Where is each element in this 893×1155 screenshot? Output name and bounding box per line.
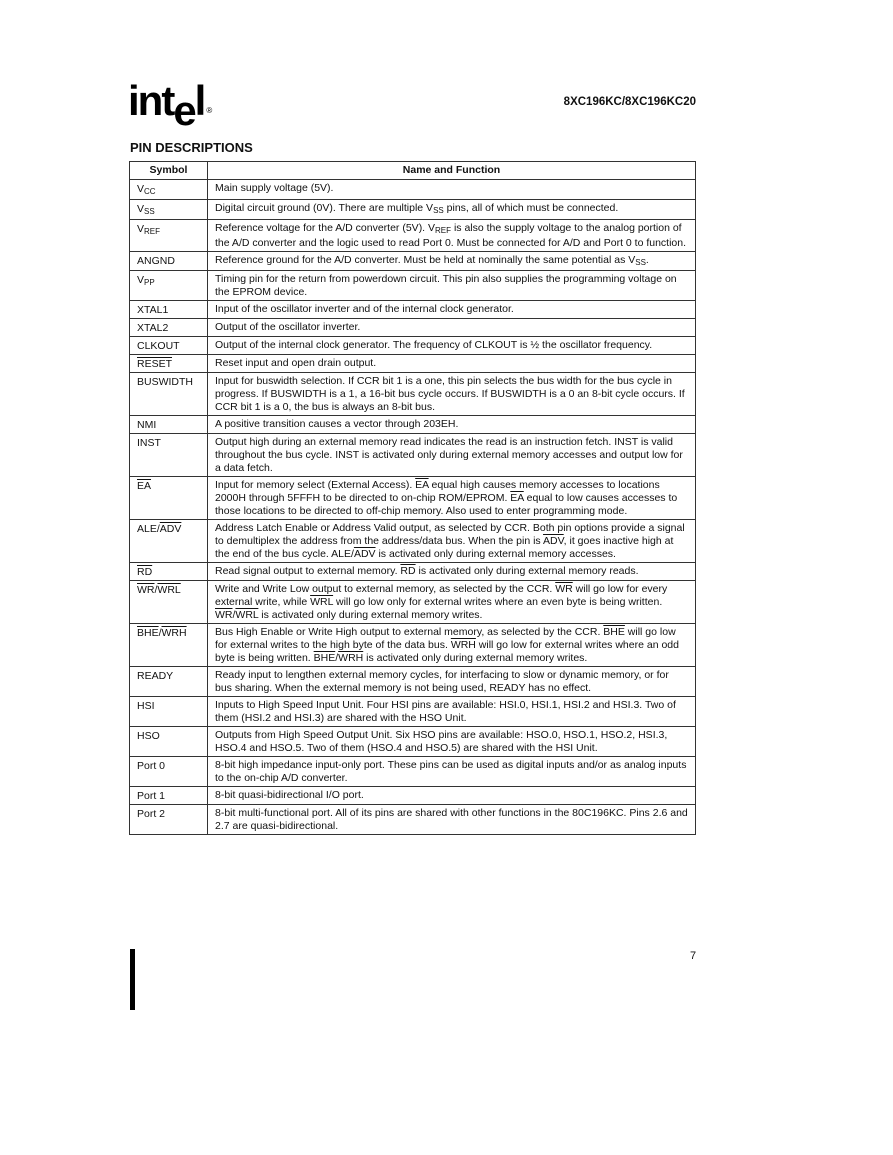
pin-function: Bus High Enable or Write High output to external memory, as selected by the CCR. $\overline{BHE}$ will go low for external writes to the high byte of the data bus. $\overline{WRH}$ will go low for external writes where an odd byte is being written. $\overline{BHE}/\overline{WRH}$ is activated only during external memory writes. — [208, 624, 696, 667]
intel-logo: intel ® — [128, 77, 213, 134]
pin-function: Reference ground for the A/D converter. Must be held at nominally the same potential as $V_{SS}$. — [208, 252, 696, 271]
pin-function: Write and Write Low output to external memory, as selected by the CCR. $\overline{WR}$ will go low for every external write, while $\overline{WRL}$ will go low only for external writes where an even byte is being written. $\overline{WR}/\overline{WRL}$ is activated only during external memory writes. — [208, 581, 696, 624]
table-row — [130, 697, 696, 727]
revision-margin-bar — [130, 949, 135, 1010]
pin-function: Main supply voltage (5V). — [208, 180, 696, 200]
table-row — [130, 757, 696, 787]
pin-function: Output high during an external memory read indicates the read is an instruction fetch. INST is valid throughout the bus cycle. INST is activated only during external memory accesses and output low for a data fetch. — [208, 434, 696, 477]
document-title: 8XC196KC/8XC196KC20 — [563, 96, 696, 108]
pin-function: Output of the internal clock generator. The frequency of CLKOUT is ½ the oscillator frequency. — [208, 337, 696, 355]
table-row — [130, 477, 696, 520]
pin-function: Output of the oscillator inverter. — [208, 319, 696, 337]
table-row — [130, 416, 696, 434]
pin-symbol: RESET — [130, 355, 208, 373]
table-row — [130, 220, 696, 252]
pin-function: Read signal output to external memory. $\overline{RD}$ is activated only during external memory reads. — [208, 563, 696, 581]
pin-symbol: INST — [130, 434, 208, 477]
table-row — [130, 200, 696, 220]
column-header-function: Name and Function — [208, 162, 696, 180]
pin-symbol: ALE/$\overline{ADV}$ — [130, 520, 208, 563]
pin-symbol: $\overline{WR}/\overline{WRL}$ — [130, 581, 208, 624]
table-header-row — [130, 162, 696, 180]
pin-symbol: $V_{CC}$ — [130, 180, 208, 200]
table-row — [130, 434, 696, 477]
pin-symbol: $V_{SS}$ — [130, 200, 208, 220]
pin-function: Digital circuit ground (0V). There are multiple $V_{SS}$ pins, all of which must be connected. — [208, 200, 696, 220]
pin-symbol: $\overline{EA}$ — [130, 477, 208, 520]
pin-symbol: $\overline{RD}$ — [130, 563, 208, 581]
table-row — [130, 337, 696, 355]
pin-symbol: XTAL2 — [130, 319, 208, 337]
pin-function: Address Latch Enable or Address Valid output, as selected by CCR. Both pin options provide a signal to demultiplex the address from the address/data bus. When the pin is $\overline{ADV}$, it goes inactive high at the end of the bus cycle. ALE/$\overline{ADV}$ is activated only during external memory accesses. — [208, 520, 696, 563]
table-row — [130, 805, 696, 835]
pin-function: A positive transition causes a vector through 203EH. — [208, 416, 696, 434]
table-row — [130, 180, 696, 200]
pin-symbol: HSI — [130, 697, 208, 727]
pin-function: Outputs from High Speed Output Unit. Six HSO pins are available: HSO.0, HSO.1, HSO.2, HSI.3, HSO.4 and HSO.5. Two of them (HSO.4 and HSO.5) are shared with the HSI Unit. — [208, 727, 696, 757]
pin-function: 8-bit high impedance input-only port. These pins can be used as digital inputs and/or as analog inputs to the on-chip A/D converter. — [208, 757, 696, 787]
table-row — [130, 271, 696, 301]
pin-symbol: READY — [130, 667, 208, 697]
pin-function: Inputs to High Speed Input Unit. Four HSI pins are available: HSI.0, HSI.1, HSI.2 and HSI.3. Two of them (HSI.2 and HSI.3) are shared with the HSO Unit. — [208, 697, 696, 727]
pin-function: Timing pin for the return from powerdown circuit. This pin also supplies the programming voltage on the EPROM device. — [208, 271, 696, 301]
page-number: 7 — [690, 950, 697, 962]
pin-symbol: ANGND — [130, 252, 208, 271]
pin-symbol: Port 1 — [130, 787, 208, 805]
table-row — [130, 373, 696, 416]
column-header-symbol: Symbol — [130, 162, 208, 180]
table-row — [130, 319, 696, 337]
table-row — [130, 520, 696, 563]
section-title: PIN DESCRIPTIONS — [130, 140, 253, 155]
pin-symbol: Port 2 — [130, 805, 208, 835]
pin-function: Input for memory select (External Access). $\overline{EA}$ equal high causes memory accesses to locations 2000H through 5FFFH to be directed to on-chip ROM/EPROM. $\overline{EA}$ equal to low causes accesses to those locations to be directed to off-chip memory. Also used to enter programming mode. — [208, 477, 696, 520]
pin-symbol: BUSWIDTH — [130, 373, 208, 416]
pin-function: Input of the oscillator inverter and of the internal clock generator. — [208, 301, 696, 319]
pin-symbol: Port 0 — [130, 757, 208, 787]
pin-symbol: NMI — [130, 416, 208, 434]
table-row — [130, 301, 696, 319]
pin-symbol: $\overline{BHE}/\overline{WRH}$ — [130, 624, 208, 667]
pin-function: Reference voltage for the A/D converter (5V). $V_{REF}$ is also the supply voltage to the analog portion of the A/D converter and the logic used to read Port 0. Must be connected for A/D and Port 0 to function. — [208, 220, 696, 252]
pin-function: 8-bit multi-functional port. All of its pins are shared with other functions in the 80C196KC. Pins 2.6 and 2.7 are quasi-bidirectional. — [208, 805, 696, 835]
table-row — [130, 667, 696, 697]
table-row — [130, 787, 696, 805]
pin-descriptions-table — [129, 161, 696, 835]
pin-symbol: CLKOUT — [130, 337, 208, 355]
pin-symbol: $V_{PP}$ — [130, 271, 208, 301]
pin-function: Reset input and open drain output. — [208, 355, 696, 373]
table-row — [130, 252, 696, 271]
table-row — [130, 624, 696, 667]
table-row — [130, 355, 696, 373]
pin-symbol: $V_{REF}$ — [130, 220, 208, 252]
pin-symbol: HSO — [130, 727, 208, 757]
table-row — [130, 581, 696, 624]
table-row — [130, 727, 696, 757]
pin-symbol: XTAL1 — [130, 301, 208, 319]
pin-function: Ready input to lengthen external memory cycles, for interfacing to slow or dynamic memory, or for bus sharing. When the external memory is not being used, READY has no effect. — [208, 667, 696, 697]
pin-function: 8-bit quasi-bidirectional I/O port. — [208, 787, 696, 805]
table-row — [130, 563, 696, 581]
pin-function: Input for buswidth selection. If CCR bit 1 is a one, this pin selects the bus width for the bus cycle in progress. If BUSWIDTH is a 1, a 16-bit bus cycle occurs. If BUSWIDTH is a 0 an 8-bit cycle occurs. If CCR bit 1 is a 0, the bus is always an 8-bit bus. — [208, 373, 696, 416]
